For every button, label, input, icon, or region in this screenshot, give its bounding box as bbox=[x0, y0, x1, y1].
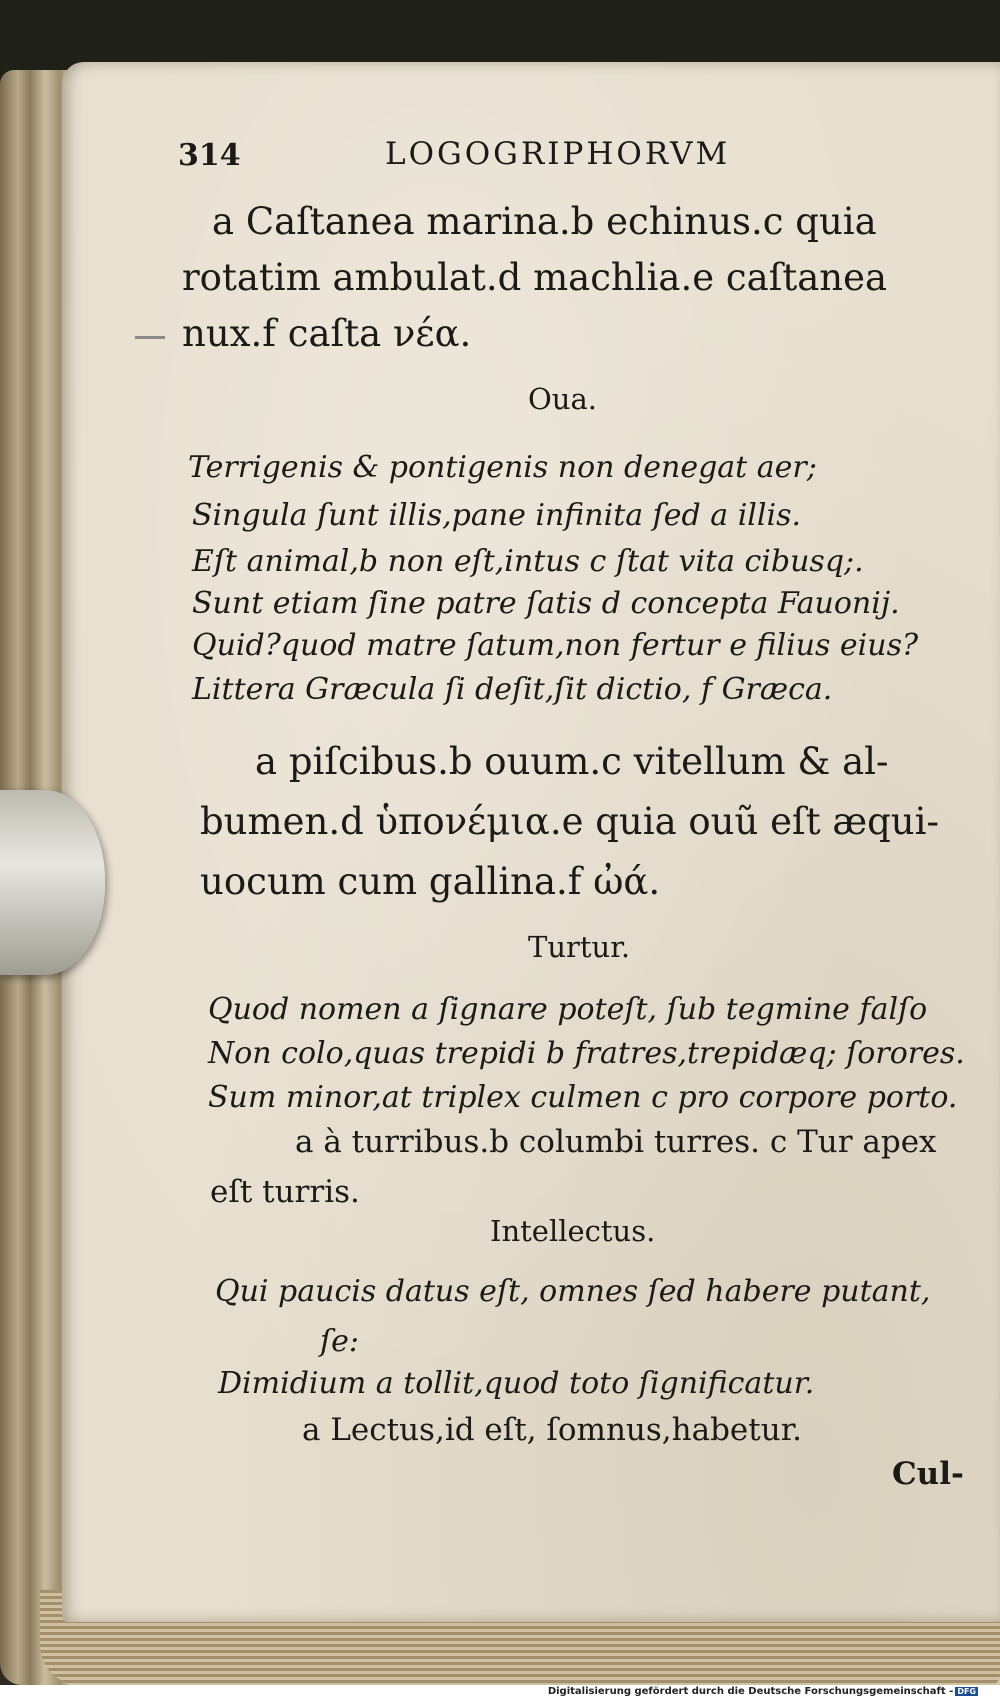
running-head: LOGOGRIPHORVM bbox=[385, 136, 731, 172]
section-heading-ova: Oua. bbox=[528, 382, 597, 416]
ova-note-line: bumen.d ὑπονέμια.e quia ouũ eſt æqui- bbox=[200, 800, 939, 843]
catchword: Cul- bbox=[892, 1456, 964, 1492]
verse-line: Quod nomen a ſignare poteſt, ſub tegmine falſo bbox=[208, 992, 928, 1027]
section-heading-intellectus: Intellectus. bbox=[490, 1214, 656, 1248]
ova-note-line: a piſcibus.b ouum.c vitellum & al- bbox=[255, 740, 889, 783]
turtur-note-line: eſt turris. bbox=[210, 1174, 360, 1210]
turtur-note-line: a à turribus.b columbi turres. c Tur apex bbox=[295, 1124, 937, 1160]
intellectus-note: a Lectus,id eſt, ſomnus,habetur. bbox=[302, 1412, 802, 1448]
page-number: 314 bbox=[178, 138, 241, 173]
verse-line: ſe: bbox=[320, 1324, 359, 1359]
verse-line: Qui paucis datus eſt, omnes ſed habere putant, bbox=[215, 1274, 931, 1309]
castanea-note-line: a Caſtanea marina.b echinus.c quia bbox=[212, 200, 877, 243]
verse-line: Littera Græcula ſi deſit,ſit dictio, f Græca. bbox=[192, 672, 833, 707]
margin-mark bbox=[135, 336, 165, 339]
verse-line: Singula ſunt illis,pane infinita ſed a illis. bbox=[192, 498, 802, 533]
verse-line: Non colo,quas trepidi b fratres,trepidæq; ſorores. bbox=[208, 1036, 965, 1071]
verse-line: Quid?quod matre ſatum,non fertur e filius eius? bbox=[192, 628, 919, 663]
verse-line: Terrigenis & pontigenis non denegat aer; bbox=[188, 450, 817, 485]
digitization-credit bbox=[548, 1686, 978, 1697]
dfg-logo: DFG bbox=[957, 1686, 976, 1696]
verse-line: Eſt animal,b non eſt,intus c ſtat vita cibusq;. bbox=[192, 544, 864, 579]
credit-text: Digitalisierung gefördert durch die Deutsche Forschungsgemeinschaft - bbox=[547, 1686, 954, 1697]
verse-line: Dimidium a tollit,quod toto ſignificatur. bbox=[218, 1366, 815, 1401]
castanea-note-line: nux.f caſta νέα. bbox=[182, 312, 472, 355]
castanea-note-line: rotatim ambulat.d machlia.e caſtanea bbox=[182, 256, 888, 299]
verse-line: Sunt etiam ſine patre ſatis d concepta Fauonij. bbox=[192, 586, 900, 621]
verse-line: Sum minor,at triplex culmen c pro corpore porto. bbox=[208, 1080, 958, 1115]
section-heading-turtur: Turtur. bbox=[528, 930, 631, 964]
ova-note-line: uocum cum gallina.f ὠά. bbox=[200, 860, 661, 903]
